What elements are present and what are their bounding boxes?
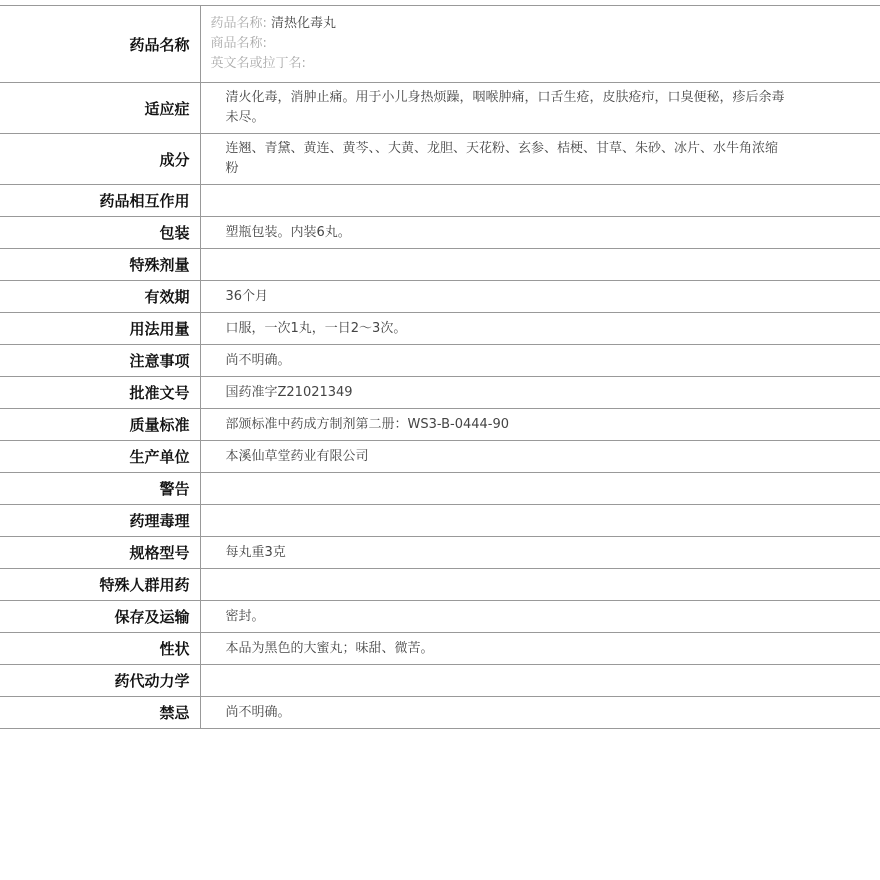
row-value [200, 569, 880, 601]
row-label: 批准文号 [0, 377, 200, 409]
trade-name-line [211, 34, 871, 54]
english-name-line [211, 54, 871, 74]
row-label: 禁忌 [0, 697, 200, 729]
table-row-specification [0, 537, 880, 569]
row-value: 每丸重3克 [225, 544, 286, 560]
row-value: 口服，一次1丸，一日2～3次。 [225, 320, 407, 336]
table-row-indications [0, 83, 880, 134]
row-label: 质量标准 [0, 409, 200, 441]
table-row-approval-number [0, 377, 880, 409]
row-label: 药代动力学 [0, 665, 200, 697]
row-value [200, 505, 880, 537]
row-value: 密封。 [225, 608, 265, 624]
row-value: 部颁标准中药成方制剂第二册：WS3-B-0444-90 [225, 416, 510, 432]
drug-spec-table [0, 5, 880, 729]
row-value [200, 665, 880, 697]
table-row-usage [0, 313, 880, 345]
table-row-manufacturer [0, 441, 880, 473]
name-cell [200, 6, 880, 83]
table-row-storage [0, 601, 880, 633]
row-label: 药品相互作用 [0, 185, 200, 217]
row-value: 尚不明确。 [225, 352, 291, 368]
table-row-special-dosage [0, 249, 880, 281]
row-label: 适应症 [0, 83, 200, 134]
row-label: 性状 [0, 633, 200, 665]
table-row-description [0, 633, 880, 665]
table-row-pharmacology [0, 505, 880, 537]
table-row-pharmacokinetics [0, 665, 880, 697]
row-label: 特殊人群用药 [0, 569, 200, 601]
row-label: 保存及运输 [0, 601, 200, 633]
table-row-precautions [0, 345, 880, 377]
row-label: 成分 [0, 134, 200, 185]
table-row-special-populations [0, 569, 880, 601]
row-value: 本溪仙草堂药业有限公司 [225, 448, 369, 464]
trade-name-label: 商品名称: [210, 36, 267, 51]
generic-name-line [211, 14, 871, 34]
table-row-ingredients [0, 134, 880, 185]
row-value: 36个月 [225, 288, 269, 304]
row-label: 警告 [0, 473, 200, 505]
row-value: 塑瓶包装。内装6丸。 [225, 224, 351, 240]
row-value: 清火化毒，消肿止痛。用于小儿身热烦躁，咽喉肿痛，口舌生疮，皮肤疮疖，口臭便秘，疹后余毒未尽。 [225, 90, 785, 125]
row-label: 有效期 [0, 281, 200, 313]
row-label: 特殊剂量 [0, 249, 200, 281]
row-value [200, 249, 880, 281]
row-label: 生产单位 [0, 441, 200, 473]
table-row-contraindications [0, 697, 880, 729]
table-row-package [0, 217, 880, 249]
table-row-quality-standard [0, 409, 880, 441]
row-label: 注意事项 [0, 345, 200, 377]
row-value: 本品为黑色的大蜜丸；味甜、微苦。 [225, 640, 434, 656]
row-label: 包装 [0, 217, 200, 249]
row-value [200, 185, 880, 217]
english-name-label: 英文名或拉丁名: [210, 56, 306, 71]
table-row-warning [0, 473, 880, 505]
table-row-name [0, 6, 880, 83]
table-row-interactions [0, 185, 880, 217]
generic-name-label: 药品名称: [210, 16, 267, 31]
row-label: 药理毒理 [0, 505, 200, 537]
row-label: 用法用量 [0, 313, 200, 345]
row-value: 连翘、青黛、黄连、黄芩、、大黄、龙胆、天花粉、玄参、桔梗、甘草、朱砂、冰片、水牛角浓缩粉 [225, 141, 779, 176]
row-value [200, 473, 880, 505]
row-label: 药品名称 [0, 6, 200, 83]
row-label: 规格型号 [0, 537, 200, 569]
drug-info-container [0, 5, 880, 729]
generic-name-value: 清热化毒丸 [271, 16, 337, 31]
row-value: 尚不明确。 [225, 704, 291, 720]
row-value: 国药准字Z21021349 [225, 384, 353, 400]
table-row-shelf-life [0, 281, 880, 313]
